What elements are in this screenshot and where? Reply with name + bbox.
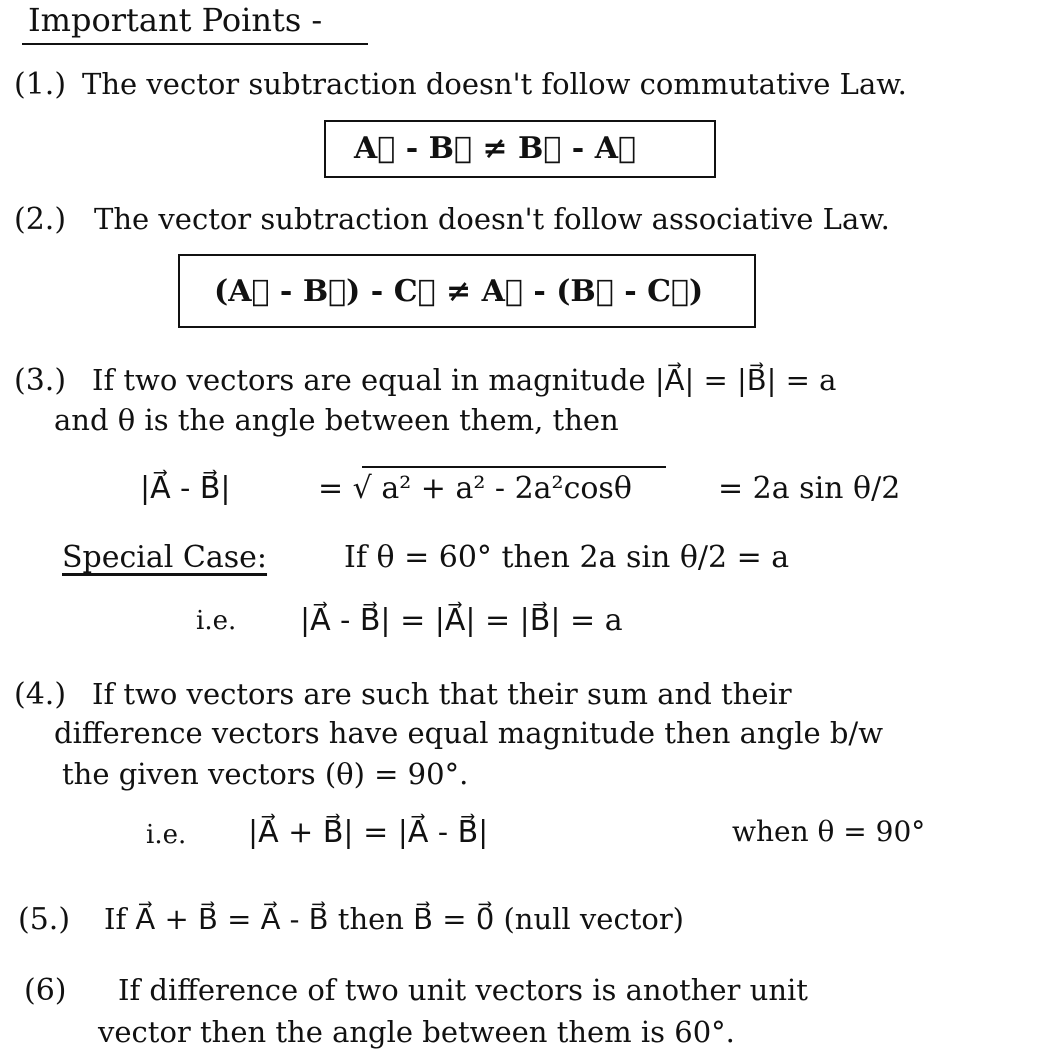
point-4-ie-text: |A⃗ + B⃗| = |A⃗ - B⃗| [248, 815, 489, 850]
point-6-line-1: If difference of two unit vectors is another unit [118, 973, 808, 1007]
point-5-text: If A⃗ + B⃗ = A⃗ - B⃗ then B⃗ = 0⃗ (null vector) [104, 902, 684, 936]
point-3-ie-text: |A⃗ - B⃗| = |A⃗| = |B⃗| = a [300, 603, 623, 638]
point-3-ie-label: i.e. [196, 606, 237, 636]
point-3-eq-mid: = √ a² + a² - 2a²cosθ [318, 471, 632, 506]
point-4-line-1: If two vectors are such that their sum and their [92, 677, 792, 711]
point-4-ie-label: i.e. [146, 820, 187, 850]
title-underline [22, 43, 368, 45]
point-2-formula: (A⃗ - B⃗) - C⃗ ≠ A⃗ - (B⃗ - C⃗) [214, 274, 704, 309]
point-4-line-2: difference vectors have equal magnitude then angle b/w [54, 716, 884, 750]
point-3-eq-lhs: |A⃗ - B⃗| [140, 471, 231, 506]
point-2-number: (2.) [14, 202, 67, 237]
point-4-when-text: when θ = 90° [732, 815, 926, 848]
point-1-formula: A⃗ - B⃗ ≠ B⃗ - A⃗ [354, 131, 636, 166]
point-3-number: (3.) [14, 363, 67, 398]
point-1-text: The vector subtraction doesn't follow commutative Law. [82, 67, 907, 101]
special-case-text: If θ = 60° then 2a sin θ/2 = a [344, 540, 790, 575]
point-2-text: The vector subtraction doesn't follow associative Law. [94, 202, 890, 236]
special-case-label: Special Case: [62, 540, 268, 575]
point-6-number: (6) [24, 973, 67, 1008]
point-4-number: (4.) [14, 677, 67, 712]
point-4-line-3: the given vectors (θ) = 90°. [62, 757, 469, 791]
point-3-line-1: If two vectors are equal in magnitude |A⃗| = |B⃗| = a [92, 363, 837, 397]
point-3-line-2: and θ is the angle between them, then [54, 403, 619, 437]
point-3-eq-rhs: = 2a sin θ/2 [718, 471, 901, 506]
page-title: Important Points - [28, 1, 323, 39]
point-1-number: (1.) [14, 67, 67, 102]
sqrt-bar [362, 466, 666, 468]
point-6-line-2: vector then the angle between them is 60°. [98, 1015, 735, 1049]
point-5-number: (5.) [18, 902, 71, 937]
